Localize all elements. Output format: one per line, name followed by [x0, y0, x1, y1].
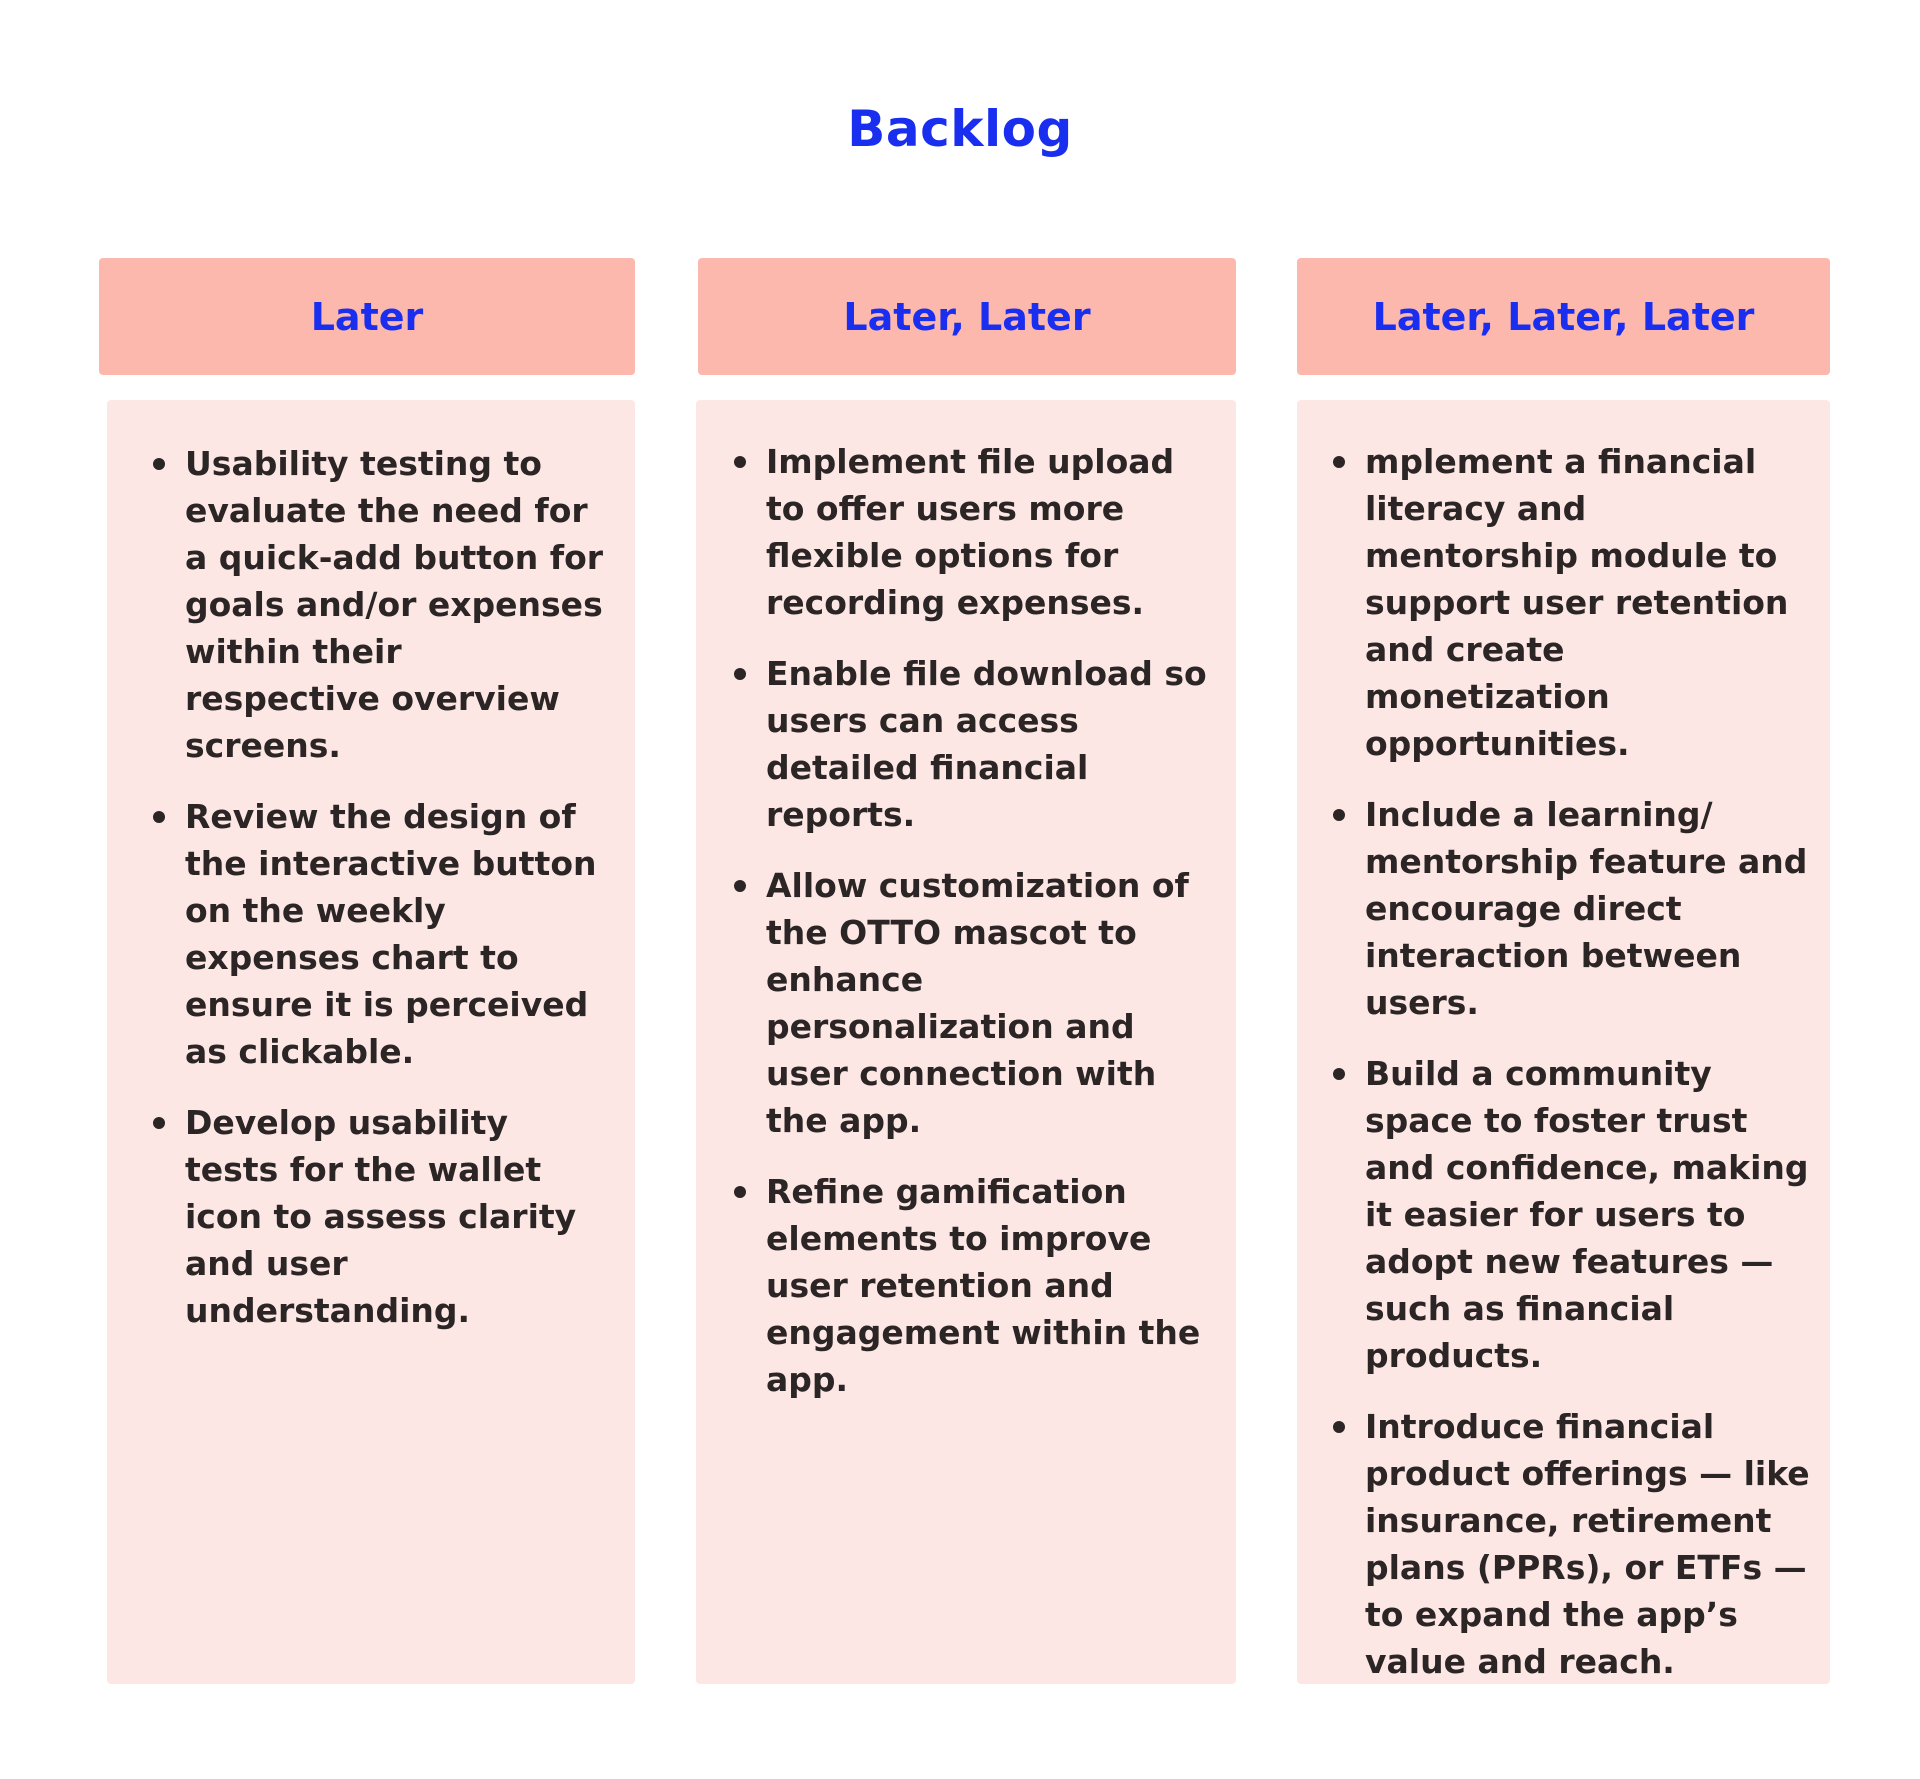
list-item: [1325, 1403, 1810, 1685]
list-item: [726, 862, 1214, 1144]
bullet-icon: [1333, 456, 1345, 468]
backlog-list: [1325, 438, 1810, 1685]
list-item: [726, 1168, 1214, 1403]
page-title: Backlog: [847, 100, 1073, 158]
column-body-later: [107, 400, 635, 1684]
bullet-icon: [153, 811, 165, 823]
list-item-text: Allow customization of the OTTO mascot to enhance personalization and user connection with the app.: [766, 866, 1189, 1140]
bullet-icon: [734, 668, 746, 680]
list-item: [145, 793, 605, 1075]
list-item-text: Build a community space to foster trust and confidence, making it easier for users to adopt new features — such as financial products.: [1365, 1054, 1809, 1375]
list-item: [1325, 791, 1810, 1026]
backlog-list: [726, 438, 1214, 1403]
list-item-text: mplement a financial literacy and mentorship module to support user retention and create monetization opportunities.: [1365, 442, 1789, 763]
bullet-icon: [1333, 1068, 1345, 1080]
list-item-text: Refine gamification elements to improve user retention and engagement within the app.: [766, 1172, 1201, 1399]
list-item: [1325, 438, 1810, 767]
bullet-icon: [1333, 1421, 1345, 1433]
bullet-icon: [153, 1117, 165, 1129]
list-item-text: Implement file upload to offer users more flexible options for recording expenses.: [766, 442, 1175, 622]
list-item: [145, 440, 605, 769]
list-item-text: Include a learning/ mentorship feature and encourage direct interaction between users.: [1365, 795, 1808, 1022]
list-item-text: Enable file download so users can access detailed financial reports.: [766, 654, 1207, 834]
list-item-text: Develop usability tests for the wallet icon to assess clarity and user understanding.: [185, 1103, 577, 1330]
column-body-later-later: [696, 400, 1236, 1684]
list-item-text: Introduce financial product offerings — like insurance, retirement plans (PPRs), or ETFs — to expand the app’s value and reach.: [1365, 1407, 1810, 1681]
column-header-later: Later: [99, 258, 635, 375]
bullet-icon: [1333, 809, 1345, 821]
backlog-list: [145, 440, 605, 1334]
list-item-text: Review the design of the interactive button on the weekly expenses chart to ensure it is perceived as clickable.: [185, 797, 597, 1071]
list-item: [726, 650, 1214, 838]
bullet-icon: [734, 456, 746, 468]
bullet-icon: [153, 458, 165, 470]
bullet-icon: [734, 880, 746, 892]
column-body-later-later-later: [1297, 400, 1830, 1684]
column-header-later-later: Later, Later: [698, 258, 1236, 375]
list-item: [1325, 1050, 1810, 1379]
bullet-icon: [734, 1186, 746, 1198]
list-item: [145, 1099, 605, 1334]
column-header-later-later-later: Later, Later, Later: [1297, 258, 1830, 375]
list-item-text: Usability testing to evaluate the need for a quick-add button for goals and/or expenses within their respective overview screens.: [185, 444, 604, 765]
list-item: [726, 438, 1214, 626]
